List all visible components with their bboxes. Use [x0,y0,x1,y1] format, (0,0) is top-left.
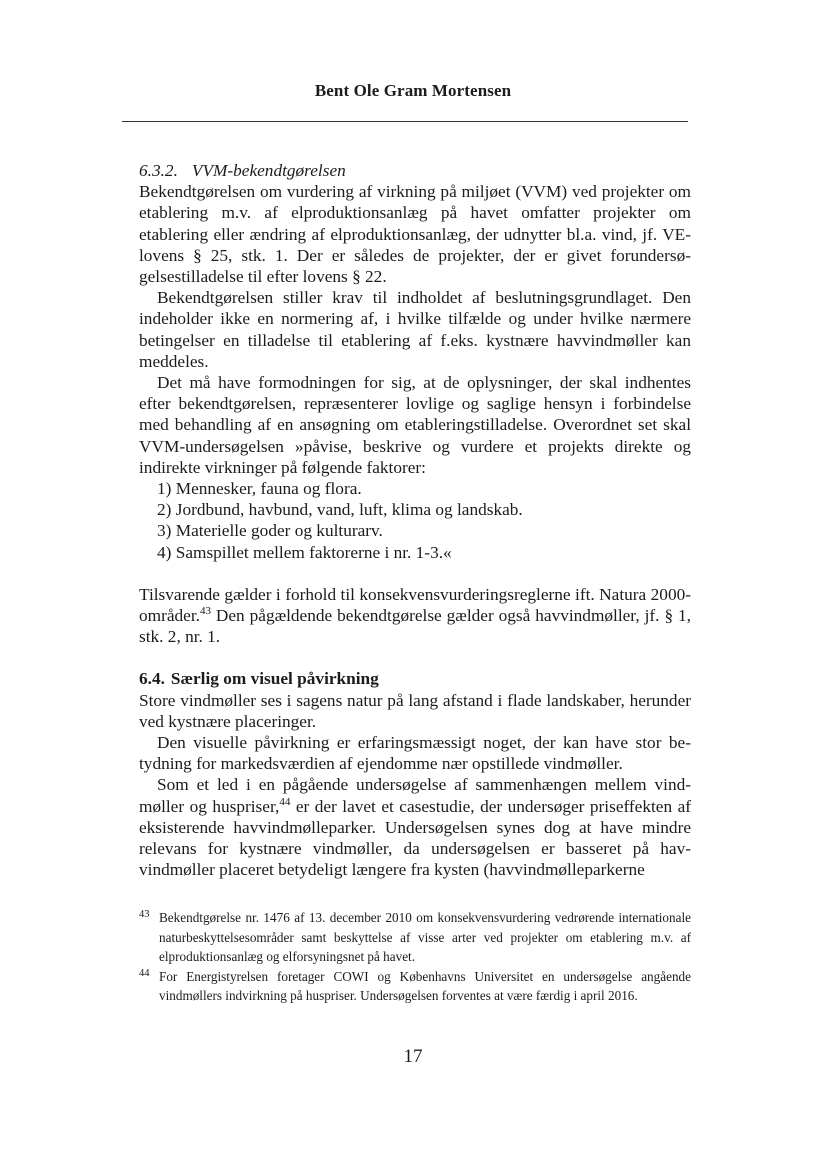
paragraph [139,584,691,648]
footnote-text: Bekendtgørelse nr. 1476 af 13. december 2010 om konsekvensvurdering vedrørende internationale naturbeskyttelsesområder samt beskyttelse af visse arter ved projekter om etablering m.v. af elproduktionsanlæg og elforsyningsnet på havet. [159,910,691,965]
paragraph: Store vindmøller ses i sagens natur på lang afstand i flade landskaber, herunder ved kystnære placeringer. [139,690,691,731]
subsection-title: VVM-bekendtgørelsen [191,161,346,180]
section-title: Særlig om visuel påvirkning [170,669,379,689]
factor-list [139,478,691,563]
spacer [139,563,691,584]
spacer [139,647,691,668]
list-item: 4) Samspillet mellem faktorerne i nr. 1-3.« [157,542,452,562]
footnote-mark: 44 [139,967,150,979]
page-body [139,160,691,881]
paragraph-text: er der lavet et casestudie, der undersøger priseffekten af eksisterende havvindmølleparker. Undersøgelsen synes dog at have mindre relevans for kystnære vindmøller, da undersøgelsen er basseret på havvindmøller placeret betydeligt længere fra kysten (havvindmølleparkerne [139,796,692,880]
paragraph: Bekendtgørelsen om vurdering af virkning på miljøet (VVM) ved projekter om etablering m.v. af elproduktionsanlæg på havet omfatter projekter om etablering eller ændring af elproduktionsanlæg, der udnytter bl.a. vind, jf. VE-lovens § 25, stk. 1. Der er således de projekter, der er givet forundersøgelsestilladelse til efter lovens § 22. [139,182,691,287]
footnote-ref: 44 [279,795,291,808]
list-item: 2) Jordbund, havbund, vand, luft, klima og landskab. [157,500,523,520]
subsection-heading [139,160,691,181]
subsection-number: 6.3.2. [139,161,178,180]
footnote-mark: 43 [139,909,150,920]
footnotes [139,908,691,1006]
list-item: 1) Mennesker, fauna og flora. [157,479,362,499]
paragraph-text: Tilsvarende gælder i forhold til konsekvensvurderingsreglerne ift. Natura 2000-områder. [139,584,691,626]
footnote-ref: 43 [199,605,211,618]
list-item: 3) Materielle goder og kulturarv. [157,521,383,541]
header-rule [122,121,688,122]
section-number: 6.4. [139,669,165,689]
paragraph: Bekendtgørelsen stiller krav til indholdet af beslutningsgrundlaget. Den indeholder ikke en normering af, i hvilke tilfælde og under hvilke nærmere betingelser en tilladelse til etablering af f.eks. kystnære havvindmøller kan meddeles. [139,288,691,371]
paragraph-text: Som et led i en pågående undersøgelse af sammenhængen mellem vindmøller og huspriser, [139,775,691,816]
paragraph: Det må have formodningen for sig, at de oplysninger, der skal indhentes efter bekendtgørelsen, repræsenterer lovlige og saglige hensyn i forbindelse med behandling af en ansøgning om etableringstilladelse. Overordnet set skal VVM-undersøgelsen »påvise, beskrive og vurdere et projekts direkte og indirekte virkninger på følgende faktorer: [139,373,691,477]
footnote-text: For Energistyrelsen foretager COWI og Københavns Universitet en undersøgelse angående vindmøllers indvirkning på huspriser. Undersøgelsen forventes at være færdig i april 2016. [159,968,691,1004]
paragraph [139,774,691,880]
paragraph: Den visuelle påvirkning er erfaringsmæssigt noget, der kan have stor betydning for markedsværdien af ejendomme nær opstillede vindmøller. [139,733,691,774]
running-header: Bent Ole Gram Mortensen [314,81,512,100]
footnote [139,967,691,1006]
section-heading [139,668,691,689]
paragraph-text: Den pågældende bekendtgørelse gælder også havvindmøller, jf. § 1, stk. 2, nr. 1. [139,606,691,647]
footnote [139,908,691,967]
page-number: 17 [403,1046,423,1067]
